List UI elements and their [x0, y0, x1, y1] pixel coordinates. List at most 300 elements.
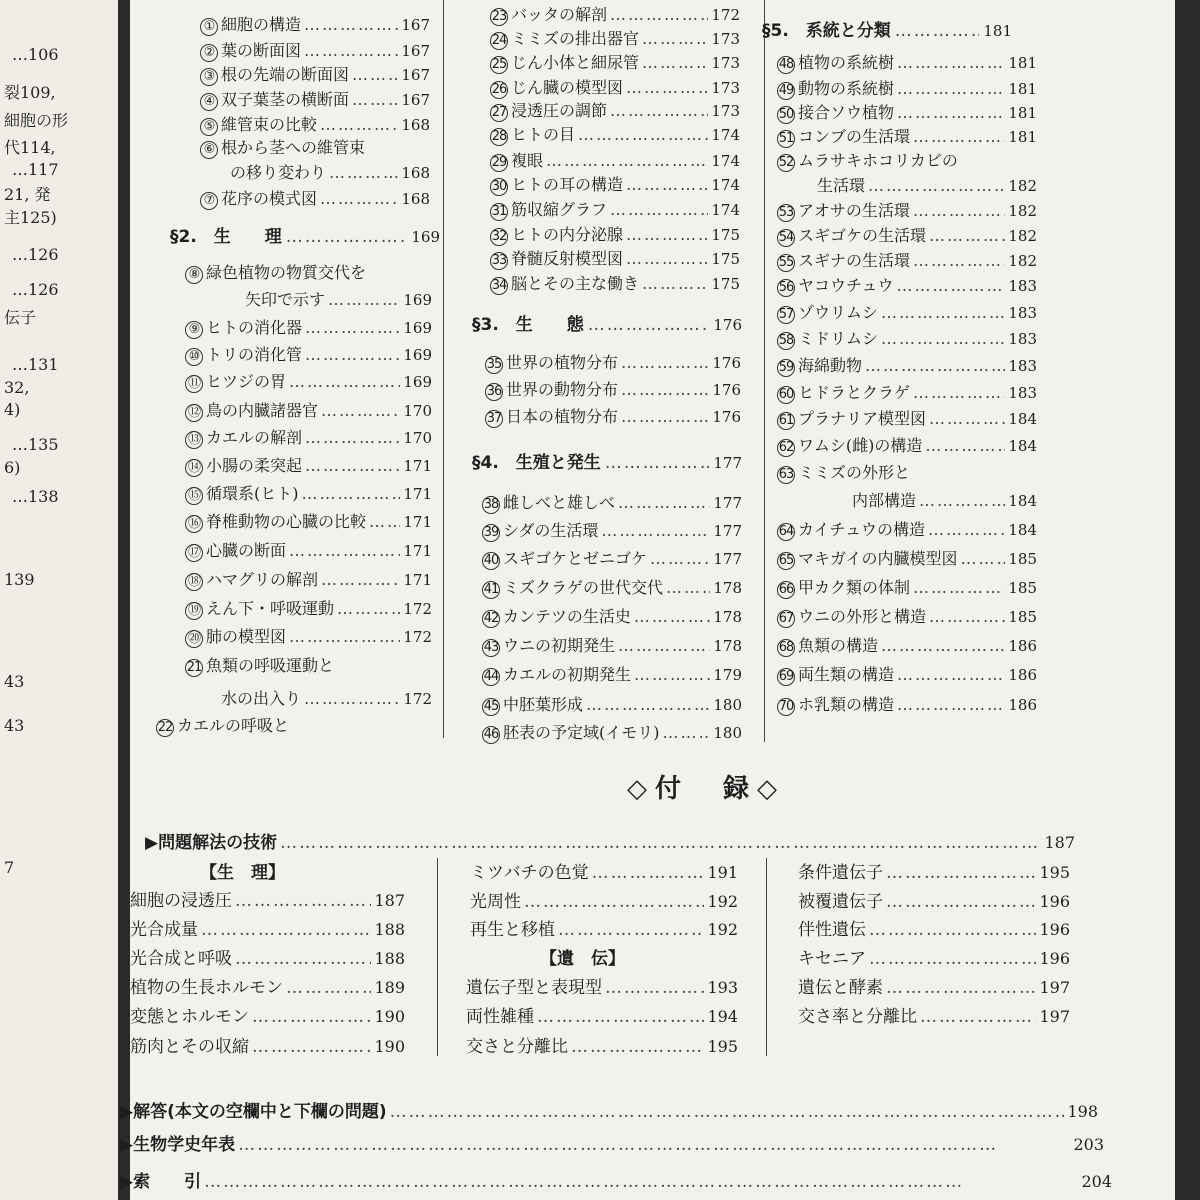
entry-number: 55: [778, 255, 794, 270]
page-number: 168: [401, 164, 430, 182]
leader-dots: [895, 21, 980, 41]
left-page-edge: [0, 0, 118, 1200]
leader-dots: [588, 315, 710, 335]
page-number: 167: [401, 66, 430, 84]
toc-entry[interactable]: [490, 75, 740, 99]
appendix-item[interactable]: [798, 858, 1070, 883]
entry-title: ゾウリムシ: [798, 303, 879, 322]
section-heading[interactable]: [762, 16, 1012, 41]
entry-title: ヒツジの胃: [206, 372, 287, 391]
entry-number: 52: [778, 155, 794, 170]
leader-dots: [305, 345, 400, 364]
appendix-item[interactable]: [798, 887, 1070, 912]
left-page-fragment: …106: [12, 45, 59, 64]
left-page-fragment: 32,: [4, 378, 30, 397]
entry-title: 双子葉茎の横断面: [221, 90, 350, 109]
leader-dots: [621, 353, 709, 372]
leader-dots: [289, 541, 400, 560]
entry-number: 21: [186, 660, 202, 675]
toc-entry[interactable]: [777, 76, 1037, 100]
leader-dots: [925, 436, 1005, 455]
page-number: 184: [1008, 437, 1037, 455]
appendix-item[interactable]: [130, 1032, 405, 1057]
leader-dots: [586, 695, 710, 714]
page-number: 183: [1008, 277, 1037, 295]
appendix-item[interactable]: [466, 1032, 738, 1057]
appendix-item[interactable]: [470, 887, 738, 912]
toc-entry[interactable]: [185, 567, 432, 591]
entry-title: ムラサキホコリカビの: [798, 151, 958, 170]
toc-entry[interactable]: [490, 271, 740, 295]
leader-dots: [642, 274, 708, 293]
left-page-fragment: …117: [12, 160, 59, 179]
toc-entry[interactable]: [777, 223, 1037, 247]
leader-dots: [537, 1007, 704, 1027]
leader-dots: [305, 428, 400, 447]
page-number: 184: [1008, 410, 1037, 428]
entry-title: 海綿動物: [798, 356, 863, 375]
entry-number: 60: [778, 387, 794, 402]
leader-dots: [642, 29, 708, 48]
entry-number: 62: [778, 440, 794, 455]
toc-entry[interactable]: [200, 38, 430, 62]
section-title: §5. 系統と分類: [762, 21, 891, 41]
entry-title: の移り変わり: [230, 163, 327, 182]
toc-entry-continuation[interactable]: [185, 686, 432, 709]
entry-title: 世界の動物分布: [506, 380, 619, 399]
leader-dots: [634, 607, 711, 626]
left-page-fragment: 43: [4, 716, 25, 735]
entry-number: 56: [778, 280, 794, 295]
entry-number: 44: [483, 669, 499, 684]
entry-number: 24: [491, 33, 507, 48]
toc-entry[interactable]: [490, 2, 740, 26]
toc-entry[interactable]: [490, 26, 740, 50]
entry-title: 葉の断面図: [221, 41, 302, 60]
toc-entry[interactable]: [200, 12, 430, 36]
entry-number: 45: [483, 699, 499, 714]
page-number: 181: [1008, 80, 1037, 98]
section-heading[interactable]: [472, 448, 742, 473]
entry-title: 胚表の予定域(イモリ): [503, 723, 660, 742]
entry-number: 27: [491, 105, 507, 120]
entry-title: ヒトの目: [511, 125, 576, 144]
leader-dots: [626, 78, 708, 97]
toc-entry[interactable]: [777, 380, 1037, 404]
entry-title: じん小体と細尿管: [511, 53, 640, 72]
toc-entry-continuation[interactable]: [777, 173, 1037, 196]
page-number: 188: [374, 949, 405, 968]
toc-entry[interactable]: [482, 575, 742, 599]
entry-number: ⑪: [185, 375, 203, 393]
entry-number: 26: [491, 82, 507, 97]
entry-number: 50: [778, 107, 794, 122]
entry-number: 58: [778, 333, 794, 348]
toc-entry[interactable]: [185, 509, 432, 533]
toc-entry[interactable]: [185, 369, 432, 393]
entry-number: 33: [491, 253, 507, 268]
entry-number: 36: [486, 384, 502, 399]
toc-entry[interactable]: [777, 50, 1037, 74]
entry-number: 35: [486, 357, 502, 372]
leader-dots: [913, 578, 1005, 597]
appendix-title: 変態とホルモン: [130, 1007, 249, 1027]
page-number: 173: [711, 30, 740, 48]
toc-entry-continuation[interactable]: [200, 160, 430, 183]
toc-entry[interactable]: [185, 453, 432, 477]
appendix-answers[interactable]: [120, 1097, 1098, 1122]
leader-dots: [961, 549, 1006, 568]
page-number: 203: [1073, 1135, 1104, 1154]
toc-entry[interactable]: [777, 326, 1037, 350]
section-heading[interactable]: [472, 310, 742, 335]
appendix-title: 被覆遺伝子: [798, 892, 883, 912]
toc-entry[interactable]: [185, 425, 432, 449]
toc-entry[interactable]: [777, 546, 1037, 570]
toc-entry[interactable]: [777, 604, 1037, 628]
appendix-title: 条件遺伝子: [798, 863, 883, 883]
page-number: 172: [403, 628, 432, 646]
page-number: 195: [1039, 863, 1070, 882]
appendix-item[interactable]: [130, 1002, 405, 1027]
leader-dots: [897, 53, 1005, 72]
appendix-title: 両性雑種: [466, 1007, 534, 1027]
page-number: 182: [1008, 252, 1037, 270]
toc-entry[interactable]: [200, 62, 430, 86]
toc-entry[interactable]: [482, 490, 742, 514]
entry-number: 69: [778, 669, 794, 684]
page-number: 182: [1008, 227, 1037, 245]
toc-entry-continuation[interactable]: [185, 287, 432, 310]
entry-number: ①: [200, 18, 218, 36]
page-number: 172: [403, 600, 432, 618]
toc-entry[interactable]: [482, 720, 742, 744]
leader-dots: [546, 151, 708, 170]
page-number: 176: [713, 316, 742, 334]
toc-entry[interactable]: [185, 653, 432, 677]
entry-number: 67: [778, 611, 794, 626]
section-title: §3. 生 態: [472, 315, 584, 335]
entry-title: カエルの解剖: [206, 428, 303, 447]
toc-entry[interactable]: [777, 124, 1037, 148]
leader-dots: [352, 90, 398, 109]
entry-number: 46: [483, 727, 499, 742]
toc-entry[interactable]: [777, 300, 1037, 324]
appendix-item[interactable]: [798, 915, 1070, 940]
page-number: 174: [711, 201, 740, 219]
page-number: 190: [374, 1007, 405, 1026]
toc-entry[interactable]: [777, 353, 1037, 377]
appendix-title: ▶問題解法の技術: [145, 833, 278, 853]
toc-entry[interactable]: [485, 377, 741, 401]
appendix-index[interactable]: [120, 1167, 1112, 1192]
toc-entry[interactable]: [777, 198, 1037, 222]
entry-title: スギゴケとゼニゴケ: [503, 549, 648, 568]
toc-entry[interactable]: [482, 692, 742, 716]
entry-number: 29: [491, 155, 507, 170]
page-number: 182: [1008, 202, 1037, 220]
entry-number: 54: [778, 230, 794, 245]
toc-entry[interactable]: [490, 246, 740, 270]
appendix-item[interactable]: [798, 944, 1070, 969]
appendix-item[interactable]: [130, 915, 405, 940]
page-number: 190: [374, 1037, 405, 1056]
page-number: 171: [403, 571, 432, 589]
entry-number: 57: [778, 307, 794, 322]
toc-entry[interactable]: [200, 112, 430, 136]
entry-number: 61: [778, 413, 794, 428]
toc-entry[interactable]: [185, 624, 432, 648]
left-page-fragment: …138: [12, 487, 59, 506]
page-number: 176: [712, 408, 741, 426]
entry-title: 矢印で示す: [245, 290, 326, 309]
entry-number: 25: [491, 57, 507, 72]
leader-dots: [897, 79, 1005, 98]
page-number: 184: [1008, 492, 1037, 510]
toc-entry[interactable]: [482, 633, 742, 657]
leader-dots: [337, 599, 400, 618]
entry-number: ⑳: [185, 630, 203, 648]
appendix-item[interactable]: [130, 886, 405, 911]
leader-dots: [304, 15, 398, 34]
entry-title: カンテツの生活史: [503, 607, 631, 626]
leader-dots: [204, 1172, 1078, 1192]
toc-entry[interactable]: [200, 135, 430, 159]
entry-number: 53: [778, 205, 794, 220]
leader-dots: [305, 456, 400, 475]
toc-entry[interactable]: [185, 481, 432, 505]
entry-number: 28: [491, 129, 507, 144]
page-number: 186: [1008, 666, 1037, 684]
appendix-item[interactable]: [466, 1002, 738, 1027]
entry-number: 38: [483, 497, 499, 512]
page-number: 171: [403, 513, 432, 531]
entry-number: 48: [778, 57, 794, 72]
page-number: 184: [1008, 521, 1037, 539]
toc-entry[interactable]: [482, 604, 742, 628]
toc-entry[interactable]: [156, 713, 406, 737]
leader-dots: [320, 115, 398, 134]
toc-entry[interactable]: [485, 350, 741, 374]
appendix-title: 遺伝と酵素: [798, 978, 883, 998]
appendix-item[interactable]: [466, 973, 738, 998]
toc-entry[interactable]: [777, 248, 1037, 272]
section-heading[interactable]: [170, 222, 440, 247]
column-divider: [764, 0, 765, 742]
toc-entry[interactable]: [490, 197, 740, 221]
entry-number: ⑲: [185, 602, 203, 620]
toc-entry[interactable]: [490, 222, 740, 246]
page-number: 180: [713, 696, 742, 714]
entry-title: 中胚葉形成: [503, 695, 584, 714]
appendix-title: 光合成量: [130, 920, 198, 940]
toc-entry[interactable]: [185, 260, 432, 284]
entry-title: トリの消化管: [206, 345, 303, 364]
entry-title: 根から茎への維管束: [221, 138, 366, 157]
leader-dots: [302, 484, 401, 503]
entry-title: 雌しべと雄しべ: [503, 493, 616, 512]
leader-dots: [626, 225, 708, 244]
entry-number: ⑰: [185, 544, 203, 562]
leader-dots: [897, 695, 1005, 714]
page-number: 181: [1008, 104, 1037, 122]
entry-number: 40: [483, 553, 499, 568]
entry-title: ヒトの耳の構造: [511, 175, 624, 194]
page-number: 181: [983, 22, 1012, 40]
toc-entry[interactable]: [185, 398, 432, 422]
appendix-title: 植物の生長ホルモン: [130, 978, 283, 998]
page-number: 170: [403, 429, 432, 447]
toc-entry[interactable]: [482, 662, 742, 686]
appendix-item[interactable]: [470, 915, 738, 940]
leader-dots: [621, 380, 709, 399]
toc-entry[interactable]: [490, 172, 740, 196]
page-number: 174: [711, 152, 740, 170]
toc-entry[interactable]: [185, 596, 432, 620]
appendix-item[interactable]: [798, 1002, 1070, 1027]
entry-title: 循環系(ヒト): [206, 484, 299, 503]
leader-dots: [913, 201, 1006, 220]
toc-entry[interactable]: [777, 692, 1037, 716]
appendix-history[interactable]: [120, 1130, 1104, 1155]
toc-entry[interactable]: [200, 87, 430, 111]
toc-entry[interactable]: [490, 98, 740, 122]
leader-dots: [634, 665, 710, 684]
toc-entry[interactable]: [777, 433, 1037, 457]
leader-dots: [238, 1135, 1070, 1155]
leader-dots: [286, 227, 408, 247]
toc-entry[interactable]: [490, 148, 740, 172]
page-number: 167: [401, 16, 430, 34]
toc-entry[interactable]: [185, 538, 432, 562]
leader-dots: [605, 453, 710, 473]
entry-number: 65: [778, 553, 794, 568]
entry-number: ⑱: [185, 573, 203, 591]
appendix-item[interactable]: [470, 858, 738, 883]
toc-entry[interactable]: [777, 406, 1037, 430]
leader-dots: [618, 493, 710, 512]
entry-number: ③: [200, 68, 218, 86]
entry-number: 37: [486, 411, 502, 426]
toc-entry[interactable]: [485, 404, 741, 428]
subheading-iden: 【遺 伝】: [540, 949, 625, 969]
leader-dots: [929, 226, 1005, 245]
toc-entry[interactable]: [777, 517, 1037, 541]
toc-entry[interactable]: [777, 633, 1037, 657]
toc-entry[interactable]: [777, 575, 1037, 599]
entry-title: ミミズの外形と: [798, 463, 911, 482]
toc-entry[interactable]: [482, 518, 742, 542]
leader-dots: [201, 920, 371, 940]
section-title: §2. 生 理: [170, 227, 282, 247]
appendix-item[interactable]: [130, 973, 405, 998]
entry-number: ⑧: [185, 266, 203, 284]
toc-entry[interactable]: [777, 460, 1037, 484]
appendix-item[interactable]: [130, 944, 405, 969]
entry-title: 心臓の断面: [206, 541, 287, 560]
toc-entry-continuation[interactable]: [777, 488, 1037, 511]
toc-entry[interactable]: [777, 100, 1037, 124]
entry-title: ミズクラゲの世代交代: [503, 578, 664, 597]
page-number: 178: [713, 579, 742, 597]
leader-dots: [321, 570, 400, 589]
appendix-title: 光周性: [470, 892, 521, 912]
page-number: 177: [713, 550, 742, 568]
page-number: 192: [707, 892, 738, 911]
left-page-fragment: 4): [4, 400, 21, 419]
leader-dots: [919, 491, 1005, 510]
page-number: 197: [1039, 1007, 1070, 1026]
subheading-seiri: 【生 理】: [200, 863, 285, 883]
leader-dots: [524, 892, 704, 912]
page-number: 179: [713, 666, 742, 684]
page-number: 178: [713, 608, 742, 626]
toc-entry[interactable]: [777, 662, 1037, 686]
entry-title: プラナリア模型図: [798, 409, 927, 428]
page-number: 169: [411, 228, 440, 246]
entry-number: 49: [778, 83, 794, 98]
entry-number: 30: [491, 179, 507, 194]
toc-entry[interactable]: [185, 315, 432, 339]
page-number: 198: [1067, 1102, 1098, 1121]
page-number: 173: [711, 102, 740, 120]
toc-entry[interactable]: [200, 186, 430, 210]
page-number: 188: [374, 920, 405, 939]
appendix-item[interactable]: [798, 973, 1070, 998]
toc-entry[interactable]: [490, 50, 740, 74]
appendix-title: 交さと分離比: [466, 1037, 568, 1057]
page-number: 196: [1039, 949, 1070, 968]
leader-dots: [929, 607, 1005, 626]
page-number: 186: [1008, 637, 1037, 655]
entry-title: スギナの生活環: [798, 251, 911, 270]
toc-entry[interactable]: [482, 546, 742, 570]
page-number: 181: [1008, 54, 1037, 72]
entry-title: 緑色植物の物質交代を: [206, 263, 367, 282]
leader-dots: [304, 41, 398, 60]
leader-dots: [621, 407, 709, 426]
appendix-technique[interactable]: [145, 828, 1075, 853]
page-number: 189: [374, 978, 405, 997]
column-divider: [766, 858, 767, 1056]
left-page-fragment: 21, 発: [4, 185, 51, 204]
leader-dots: [610, 101, 708, 120]
toc-entry[interactable]: [490, 122, 740, 146]
entry-number: ⑩: [185, 348, 203, 366]
entry-title: 維管束の比較: [221, 115, 318, 134]
entry-number: 31: [491, 204, 507, 219]
page-number: 185: [1008, 579, 1037, 597]
entry-title: スギゴケの生活環: [798, 226, 927, 245]
leader-dots: [881, 303, 1005, 322]
leader-dots: [881, 636, 1005, 655]
entry-number: 34: [491, 278, 507, 293]
entry-title: 植物の系統樹: [798, 53, 895, 72]
left-page-fragment: 7: [4, 858, 15, 877]
page-number: 168: [401, 116, 430, 134]
page-number: 181: [1008, 128, 1037, 146]
left-page-fragment: …131: [12, 355, 59, 374]
entry-title: 筋収縮グラフ: [511, 200, 608, 219]
page-number: 169: [403, 373, 432, 391]
page-number: 183: [1008, 384, 1037, 402]
toc-entry[interactable]: [185, 342, 432, 366]
leader-dots: [320, 189, 398, 208]
page-number: 178: [713, 637, 742, 655]
entry-title: ウニの外形と構造: [798, 607, 927, 626]
toc-entry[interactable]: [777, 273, 1037, 297]
toc-entry[interactable]: [777, 148, 1037, 172]
